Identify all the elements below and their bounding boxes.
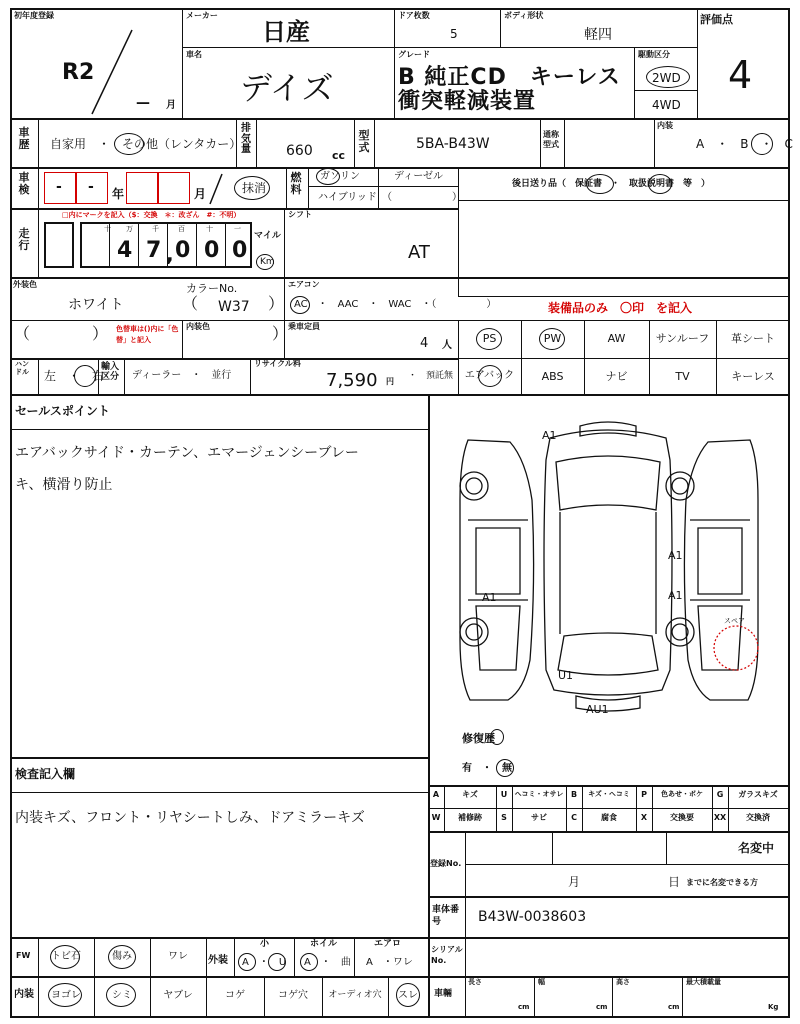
inspection-slash: [206, 172, 226, 206]
mileage-km-circle: [256, 254, 274, 270]
sales-title: セールスポイント: [15, 404, 110, 418]
chassis-label: 車体番号: [432, 905, 460, 927]
grade-score-label: 評価点: [700, 13, 733, 26]
import-value: ディーラー ・ 並行: [132, 370, 232, 381]
mileage-mile: マイル: [254, 231, 281, 241]
aircon-label: エアコン: [288, 280, 320, 289]
interior-c-circle: [751, 133, 773, 155]
legend-b-desc: キズ・ヘコミ: [588, 790, 630, 798]
drive-4wd: 4WD: [652, 98, 681, 112]
inspection-year-unit: 年: [112, 187, 125, 201]
shift-label: シフト: [288, 210, 312, 219]
registration-month: 月: [568, 875, 581, 889]
model-label: 車名: [186, 50, 202, 59]
equip-keyless: キーレス: [731, 370, 775, 383]
mileage-digit-4: 0: [204, 238, 220, 263]
repair-none-circle: [496, 759, 514, 777]
height-unit: cm: [668, 1003, 680, 1011]
later-items: 後日送り品（ 保証書 ・ 取扱説明書 等 ）: [512, 179, 711, 189]
displacement-unit: cc: [332, 149, 346, 162]
recycle-value: 7,590: [326, 370, 378, 391]
int-label: 内装: [14, 989, 34, 1000]
size-label: 車輛: [434, 989, 453, 999]
first-reg-month-unit: 月: [166, 100, 176, 111]
first-reg-era: R2: [62, 60, 95, 85]
int-burn-hole: コゲ穴: [278, 990, 308, 1001]
mileage-digit-5: 0: [232, 238, 248, 263]
inspection-mark-circle: [234, 176, 270, 200]
equip-pw: PW: [543, 332, 562, 345]
ext-small-a-circle: [238, 953, 256, 971]
interior-label: 内装: [657, 121, 673, 130]
int-scuff: スレ: [398, 990, 418, 1001]
equip-navi: ナビ: [605, 370, 628, 383]
fw-chip-circle: [50, 945, 80, 969]
length-label: 長さ: [468, 978, 482, 986]
legend-u-code: U: [500, 790, 508, 799]
mileage-comma: ,: [166, 242, 174, 266]
maker-label: メーカー: [186, 11, 218, 20]
capacity-label: 乗車定員: [288, 322, 320, 331]
fw-crack: ワレ: [168, 951, 188, 962]
mileage-mark-box: [44, 222, 74, 268]
ext-wheel-label: ホイル: [310, 939, 338, 949]
mileage-digit-3: 0: [175, 238, 191, 263]
int-burn: コゲ: [225, 990, 245, 1001]
int-audio-hole: オーディオ穴: [328, 990, 382, 1000]
first-reg-slash: [88, 28, 138, 118]
weight-label: 最大積載量: [686, 978, 721, 986]
ext-aero-opts: A ・ワレ: [366, 957, 413, 968]
mileage-unit-0: 十: [104, 225, 111, 233]
damage-au1: AU1: [586, 703, 609, 716]
inspection-month-unit: 月: [194, 187, 207, 201]
mileage-unit-3: 百: [178, 225, 185, 233]
equip-aw: AW: [607, 332, 626, 345]
legend-s-code: S: [501, 813, 507, 822]
body-label: ボディ形状: [504, 11, 544, 20]
displacement-label: 排気量: [241, 123, 251, 155]
inspection-dash-1: -: [56, 179, 62, 195]
legend-c-code: C: [571, 813, 577, 822]
handle-right-circle: [74, 365, 96, 387]
handle-label: ハンドル: [15, 360, 29, 376]
capacity-value: 4: [420, 336, 429, 351]
maker-value: 日産: [262, 18, 310, 46]
serial-label: シリアルNo.: [431, 945, 463, 965]
registration-deadline: までに名変できる方: [686, 878, 758, 887]
equip-airbag-circle: [478, 365, 502, 387]
ext-small-opts: A ・ U: [242, 957, 287, 968]
mileage-unit-2: 千: [152, 225, 159, 233]
width-unit: cm: [596, 1003, 608, 1011]
int-stain-circle: [106, 983, 136, 1007]
interior-value: A ・ B ・ C: [696, 137, 793, 151]
grade-score-value: 4: [728, 53, 753, 97]
color-no-value: W37: [218, 299, 250, 315]
legend-xx-desc: 交換済: [746, 813, 770, 822]
aircon-ac-circle: [290, 296, 310, 314]
type-value: 5BA-B43W: [416, 136, 490, 152]
height-label: 高さ: [616, 978, 630, 986]
legend-a-code: A: [432, 790, 440, 799]
inspection-label: 車検: [18, 171, 30, 196]
fw-damage-circle: [108, 945, 136, 969]
import-label: 輸入区分: [101, 362, 120, 382]
legend-xx-code: XX: [713, 813, 727, 822]
int-dirt-circle: [48, 983, 82, 1007]
equip-leather: 革シート: [731, 332, 775, 345]
legend-p-desc: 色あせ・ボケ: [661, 790, 703, 798]
first-reg-label: 初年度登録: [14, 11, 54, 20]
recycle-label: リサイクル料: [254, 359, 301, 368]
type-label: 型式: [358, 129, 370, 154]
fw-damage: 傷み: [112, 951, 132, 962]
history-label: 車歴: [18, 126, 30, 151]
fuel-gasoline: ガソリン: [320, 171, 360, 182]
repaint-open: （: [14, 324, 31, 343]
ext-small-label: 小: [260, 939, 270, 949]
legend-p-code: P: [641, 790, 647, 799]
inspection-mark: 抹消: [242, 181, 267, 195]
equip-tv: TV: [675, 370, 690, 383]
legend-g-code: G: [716, 790, 724, 799]
drive-label: 駆動区分: [638, 50, 670, 59]
color-no-label: カラーNo.: [186, 282, 238, 295]
legend-c-desc: 腐食: [601, 813, 617, 822]
fuel-diesel: ディーゼル: [394, 171, 443, 182]
first-reg-month-dash: —: [136, 95, 150, 111]
repair-label: 修復歴: [462, 732, 495, 745]
length-unit: cm: [518, 1003, 530, 1011]
color-no-close: ）: [268, 294, 285, 313]
exterior-color: ホワイト: [68, 297, 124, 313]
mileage-unit-5: 一: [234, 225, 241, 233]
check-title: 検査記入欄: [15, 767, 76, 781]
fw-chip: トビ石: [51, 951, 81, 962]
width-label: 幅: [538, 978, 545, 986]
color-no-open: （: [182, 294, 199, 313]
grade-label: グレード: [398, 50, 430, 59]
interior-color-label: 内装色: [186, 322, 210, 331]
registration-day: 日: [668, 875, 681, 889]
ext-label: 外装: [208, 955, 228, 966]
legend-x-code: X: [640, 813, 648, 822]
registration-label: 登録No.: [430, 859, 462, 868]
later-manual-circle: [648, 174, 672, 194]
repaint-close: ）: [92, 324, 109, 343]
spare-label: スペア: [724, 617, 745, 625]
inspection-dash-2: -: [88, 179, 94, 195]
repaint-note: 色替車は()内に「色替」と記入: [116, 325, 179, 344]
inspection-month-box-1: [126, 172, 158, 204]
equip-ps: PS: [482, 332, 497, 345]
mileage-digit-1: 4: [117, 238, 133, 263]
model-value: デイズ: [240, 69, 334, 107]
interior-paren-close: ）: [272, 324, 289, 343]
sales-text-2: キ、横滑り防止: [15, 477, 113, 493]
mileage-note: □内にマークを記入（$：交換 ＊：改ざん #：不明）: [62, 211, 241, 219]
ext-wheel-opts: A ・ 曲: [304, 957, 351, 968]
body-value: 軽四: [584, 27, 612, 43]
inspection-month-box-2: [158, 172, 190, 204]
equip-pw-circle: [539, 328, 565, 350]
legend-w-code: W: [431, 813, 441, 822]
doors-label: ドア枚数: [398, 11, 430, 20]
repair-value: 有 ・ 無: [462, 763, 512, 774]
later-warranty-circle: [586, 174, 614, 194]
damage-a1-right-1: A1: [668, 549, 683, 562]
legend-x-desc: 交換要: [670, 813, 694, 822]
car-diagram: [430, 400, 788, 720]
ext-wheel-a-circle: [300, 953, 318, 971]
recycle-unit: 円: [386, 377, 394, 386]
mileage-label: 走行: [18, 227, 30, 252]
history-value: 自家用 ・ その他（レンタカー）: [50, 137, 242, 151]
drive-2wd-circle: [646, 66, 690, 88]
history-other-circle: [114, 133, 144, 155]
repair-label-circle: [490, 729, 504, 745]
int-dirt: ヨゴレ: [51, 990, 81, 1001]
ext-small-u-circle: [268, 953, 286, 971]
drive-2wd: 2WD: [652, 71, 681, 85]
int-tear: ヤブレ: [163, 990, 193, 1001]
equip-title: 装備品のみ 〇印 を記入: [548, 301, 693, 315]
equip-airbag: エアバック: [464, 370, 515, 381]
handle-value: 左 ・ 右: [44, 369, 105, 383]
legend-a-desc: キズ: [462, 790, 478, 799]
mileage-digit-2: 7: [146, 238, 162, 263]
damage-a1-front: A1: [542, 429, 557, 442]
mileage-km: Km: [260, 257, 275, 267]
legend-u-desc: ヘコミ・オサレ: [514, 790, 564, 798]
legend-g-desc: ガラスキズ: [738, 790, 778, 799]
damage-a1-right-2: A1: [668, 589, 683, 602]
weight-unit: Kg: [768, 1003, 779, 1011]
mileage-unit-4: 十: [206, 225, 213, 233]
exterior-label: 外装色: [13, 280, 37, 289]
damage-a1-left: A1: [482, 591, 497, 604]
equip-ps-circle: [476, 328, 502, 350]
int-scuff-circle: [396, 983, 420, 1007]
shift-value: AT: [408, 242, 430, 263]
ext-aero-label: エアロ: [374, 939, 402, 949]
common-type-label: 通称型式: [543, 130, 559, 149]
capacity-unit: 人: [442, 340, 452, 351]
fuel-other: （ ）: [382, 192, 462, 203]
displacement-value: 660: [286, 143, 313, 159]
damage-u1: U1: [558, 669, 574, 682]
equip-sunroof: サンルーフ: [655, 332, 710, 345]
recycle-deposit: ・ 預託無: [408, 371, 454, 381]
aircon-value: AC ・ AAC ・ WAC ・（ ）: [294, 299, 497, 310]
legend-w-desc: 補修跡: [458, 813, 482, 822]
check-text: 内装キズ、フロント・リヤシートしみ、ドアミラーキズ: [15, 810, 365, 826]
fuel-label: 燃料: [290, 171, 302, 196]
mileage-unit-1: 万: [126, 225, 133, 233]
legend-b-code: B: [570, 790, 578, 799]
equip-abs: ABS: [541, 370, 564, 383]
doors-value: 5: [450, 27, 458, 41]
int-stain: シミ: [112, 990, 132, 1001]
registration-name-change: 名変中: [738, 841, 775, 855]
sales-text-1: エアバックサイド・カーテン、エマージェンシーブレー: [15, 445, 359, 461]
fw-label: FW: [16, 951, 31, 960]
fuel-hybrid: ハイブリッド: [318, 192, 377, 203]
chassis-value: B43W-0038603: [478, 909, 587, 925]
fuel-gasoline-circle: [316, 168, 340, 185]
grade-value: B 純正CD キーレス 衝突軽減装置: [398, 65, 644, 114]
legend-s-desc: サビ: [531, 813, 547, 822]
